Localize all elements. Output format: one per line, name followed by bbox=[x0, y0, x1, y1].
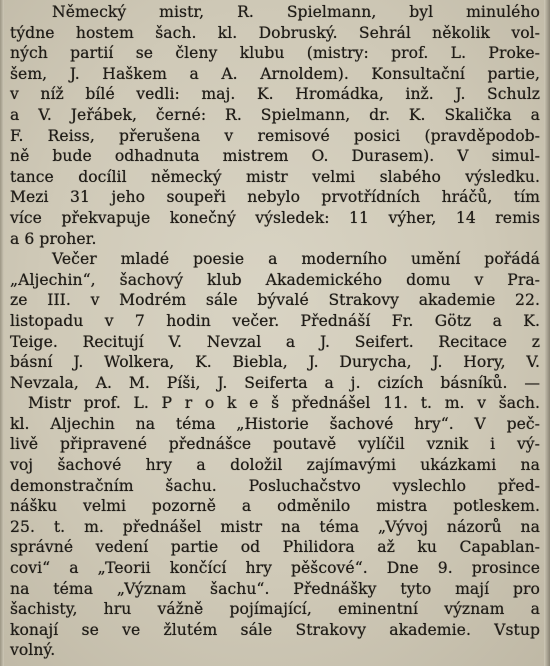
text-line: covi“ a „Teorii končící hry pěšcové“. Dne 9. prosince bbox=[10, 559, 540, 578]
article-column bbox=[10, 2, 540, 661]
text-line: Mezi 31 jeho soupeři nebylo prvotřídních hráčů, tím bbox=[10, 188, 540, 207]
text-line: livě připravené přednášce poutavě vylíčil vznik i vý- bbox=[10, 435, 540, 454]
paragraph-poetry-evening bbox=[10, 249, 540, 393]
text-line: 25. t. m. přednášel mistr na téma „Vývoj názorů na bbox=[10, 517, 540, 536]
text-line: Večer mladé poesie a moderního umění pořádá bbox=[52, 250, 540, 269]
page-edge-left bbox=[0, 0, 4, 666]
paragraph-prokes-lecture bbox=[10, 393, 540, 661]
paragraph-spielmann bbox=[10, 2, 540, 249]
text-line: voj šachové hry a doložil zajímavými ukázkami na bbox=[10, 456, 540, 475]
text-line: ně bude odhadnuta mistrem O. Durasem). V simul- bbox=[10, 147, 540, 166]
text-line: Nevzala, A. M. Píši, J. Seiferta a j. cizích básníků. — bbox=[10, 373, 540, 392]
text-line: ných partií se členy klubu (mistry: prof. L. Proke- bbox=[10, 44, 540, 63]
text-line: volný. bbox=[10, 641, 56, 660]
text-line: šem, J. Haškem a A. Arnoldem). Konsultační partie, bbox=[10, 64, 540, 83]
text-line: a 6 proher. bbox=[10, 229, 97, 248]
text-line: listopadu v 7 hodin večer. Přednáší Fr. Götz a K. bbox=[10, 311, 540, 330]
text-line: více překvapuje konečný výsledek: 11 výher, 14 remis bbox=[10, 208, 540, 227]
text-line: na téma „Význam šachu“. Přednášky tyto mají pro bbox=[10, 579, 540, 598]
text-line: tance docílil německý mistr velmi slabého výsledku. bbox=[10, 167, 540, 186]
text-line: nášku velmi pozorně a odměnilo mistra potleskem. bbox=[10, 497, 540, 516]
text-line: „Aljechin“, šachový klub Akademického domu v Pra- bbox=[10, 270, 540, 289]
text-line: F. Reiss, přerušena v remisové posici (pravděpodob- bbox=[10, 126, 540, 145]
text-line: Německý mistr, R. Spielmann, byl minulého bbox=[52, 3, 540, 21]
text-line: v níž bílé vedli: maj. K. Hromádka, inž. J. Schulz bbox=[10, 85, 540, 104]
text-line: konají se ve žlutém sále Strakovy akademie. Vstup bbox=[10, 620, 540, 639]
text-line: správné vedení partie od Philidora až ku Capablan- bbox=[10, 538, 540, 557]
text-line: šachisty, hru vážně pojímající, eminentní význam a bbox=[10, 600, 540, 619]
text-line: kl. Aljechin na téma „Historie šachové hry“. V peč- bbox=[10, 414, 540, 433]
text-line: básní J. Wolkera, K. Biebla, J. Durycha, J. Hory, V. bbox=[10, 353, 540, 372]
text-line: Teige. Recitují V. Nevzal a J. Seifert. Recitace z bbox=[10, 332, 540, 351]
text-line: Mistr prof. L. P r o k e š přednášel 11. t. m. v šach. bbox=[28, 394, 540, 413]
text-line: demonstračním šachu. Posluchačstvo vyslechlo před- bbox=[10, 476, 540, 495]
text-line: týdne hostem šach. kl. Dobruský. Sehrál několik vol- bbox=[10, 23, 540, 42]
text-line: ze III. v Modrém sále bývalé Strakovy akademie 22. bbox=[10, 291, 540, 310]
page-edge-right bbox=[544, 0, 550, 666]
text-line: a V. Jeřábek, černé: R. Spielmann, dr. K. Skalička a bbox=[10, 105, 540, 124]
